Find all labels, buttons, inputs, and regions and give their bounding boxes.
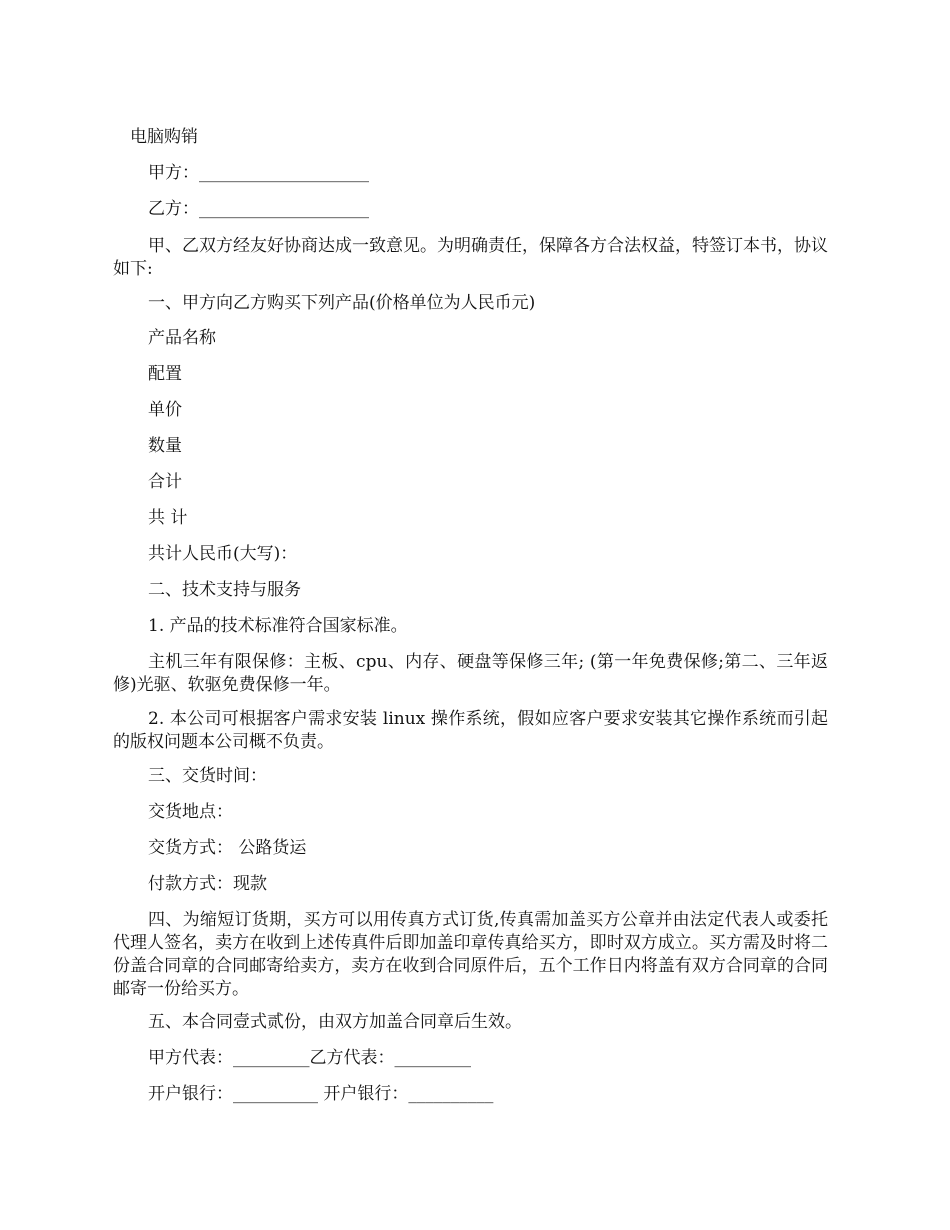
section-3-heading: 三、交货时间： xyxy=(148,766,267,786)
section-1-heading: 一、甲方向乙方购买下列产品(价格单位为人民币元) xyxy=(148,293,536,313)
section-5-paragraph: 五、本合同壹式贰份，由双方加盖合同章后生效。 xyxy=(148,1012,522,1032)
section-4-paragraph: 四、为缩短订货期，买方可以用传真方式订货,传真需加盖买方公章并由法定代表人或委托代理人签名，卖方在收到上述传真件后即加盖印章传真给买方，即时双方成立。买方需及时将二份盖合同章的合同邮寄给卖方，卖方在收到合同原件后，五个工作日内将盖有双方合同章的合同邮寄一份给买方。 xyxy=(113,910,828,999)
delivery-place: 交货地点： xyxy=(148,802,233,822)
bank-accounts-line: 开户银行：__________ 开户银行：__________ xyxy=(148,1084,494,1104)
clause-2-2: 2. 本公司可根据客户需求安装 linux 操作系统，假如应客户要求安装其它操作系统而引起的版权问题本公司概不负责。 xyxy=(113,709,828,752)
clause-2-1: 1. 产品的技术标准符合国家标准。 xyxy=(148,616,408,636)
representatives-line: 甲方代表：_________乙方代表：_________ xyxy=(148,1048,471,1068)
item-qty-label: 数量 xyxy=(148,436,182,456)
item-total-label: 共 计 xyxy=(148,508,188,528)
intro-paragraph: 甲、乙双方经友好协商达成一致意见。为明确责任，保障各方合法权益，特签订本书，协议如下: xyxy=(113,236,828,279)
section-2-heading: 二、技术支持与服务 xyxy=(148,580,301,600)
item-price-label: 单价 xyxy=(148,400,182,420)
item-subtotal-label: 合计 xyxy=(148,472,182,492)
payment-method: 付款方式：现款 xyxy=(148,874,267,894)
item-name-label: 产品名称 xyxy=(148,328,216,348)
warranty-paragraph: 主机三年有限保修：主板、cpu、内存、硬盘等保修三年; (第一年免费保修;第二、三年返修)光驱、软驱免费保修一年。 xyxy=(113,652,828,695)
party-a-line: 甲方：____________________ xyxy=(148,163,369,183)
document-title: 电脑购销 xyxy=(130,127,198,147)
party-b-line: 乙方：____________________ xyxy=(148,199,369,219)
delivery-method: 交货方式： 公路货运 xyxy=(148,838,307,858)
item-config-label: 配置 xyxy=(148,364,182,384)
total-rmb-label: 共计人民币(大写)： xyxy=(148,544,298,564)
